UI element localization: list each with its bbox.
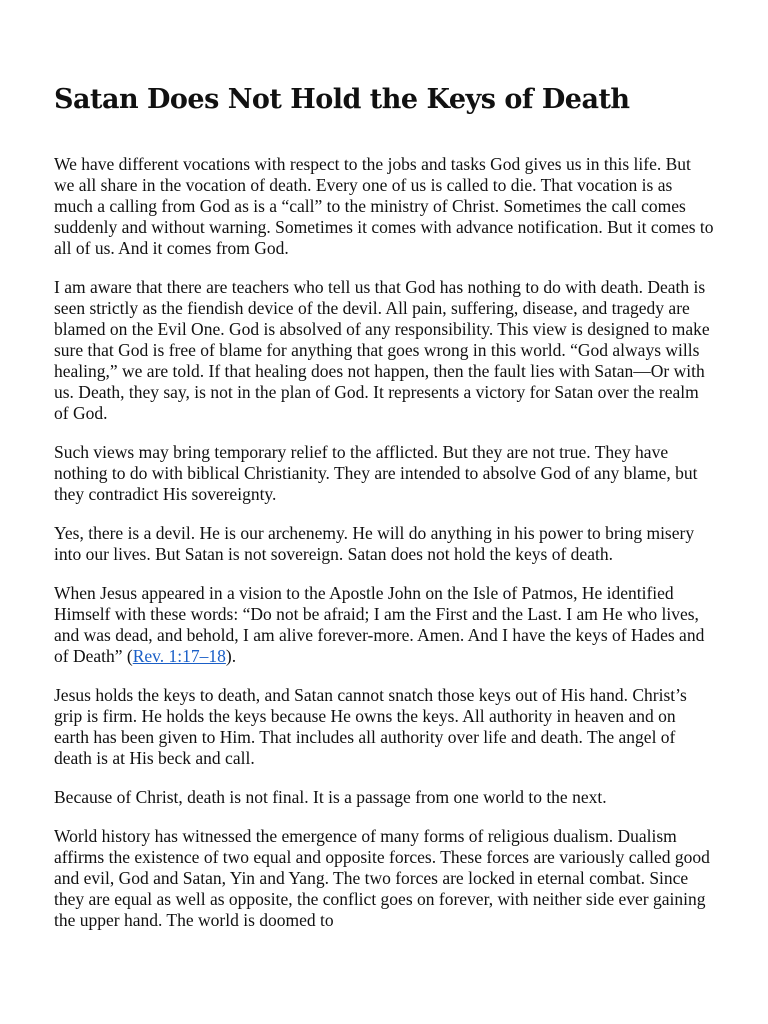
paragraph-vocation: We have different vocations with respect to the jobs and tasks God gives us in this life. But we all share in the vocation of death. Every one of us is called to die. That vocation is as much a calling from God as is a “call” to the ministry of Christ. Sometimes the call comes suddenly and without warning. Sometimes it comes with advance notification. But it comes to all of us. And it comes from God. xyxy=(54,154,714,258)
paragraph-keys: Jesus holds the keys to death, and Satan cannot snatch those keys out of His hand. Christ’s grip is firm. He holds the keys because He owns the keys. All authority in heaven and on earth has been given to Him. That includes all authority over life and death. The angel of death is at His beck and call. xyxy=(54,685,687,768)
quote-text: When Jesus appeared in a vision to the Apostle John on the Isle of Patmos, He identified Himself with these words: “Do not be afraid; I am the First and the Last. I am He who lives, and was dead, and behold, I am alive forever-more. Amen. And I have the keys of Hades and of Death” ( xyxy=(54,583,705,666)
document-page xyxy=(54,80,714,949)
page-title: Satan Does Not Hold the Keys of Death xyxy=(54,84,630,115)
paragraph-patmos-quote xyxy=(54,583,714,667)
paragraph-devil: Yes, there is a devil. He is our archenemy. He will do anything in his power to bring misery into our lives. But Satan is not sovereign. Satan does not hold the keys of death. xyxy=(54,523,695,564)
paragraph-dualism: World history has witnessed the emergence of many forms of religious dualism. Dualism affirms the existence of two equal and opposite forces. These forces are variously called good and evil, God and Satan, Yin and Yang. The two forces are locked in eternal combat. Since they are equal as well as opposite, the conflict goes on forever, with neither side ever gaining the upper hand. The world is doomed to xyxy=(54,826,710,930)
paragraph-teachers: I am aware that there are teachers who tell us that God has nothing to do with death. Death is seen strictly as the fiendish device of the devil. All pain, suffering, disease, and tragedy are blamed on the Evil One. God is absolved of any responsibility. This view is designed to make sure that God is free of blame for anything that goes wrong in this world. “God always wills healing,” we are told. If that healing does not happen, then the fault lies with Satan—Or with us. Death, they say, is not in the plan of God. It represents a victory for Satan over the realm of God. xyxy=(54,277,710,423)
paragraph-not-final: Because of Christ, death is not final. It is a passage from one world to the next. xyxy=(54,787,607,807)
paragraph-views: Such views may bring temporary relief to the afflicted. But they are not true. They have nothing to do with biblical Christianity. They are intended to absolve God of any blame, but they contradict His sovereignty. xyxy=(54,442,698,504)
scripture-reference-link[interactable]: Rev. 1:17–18 xyxy=(132,646,226,666)
quote-closing: ). xyxy=(225,646,237,666)
